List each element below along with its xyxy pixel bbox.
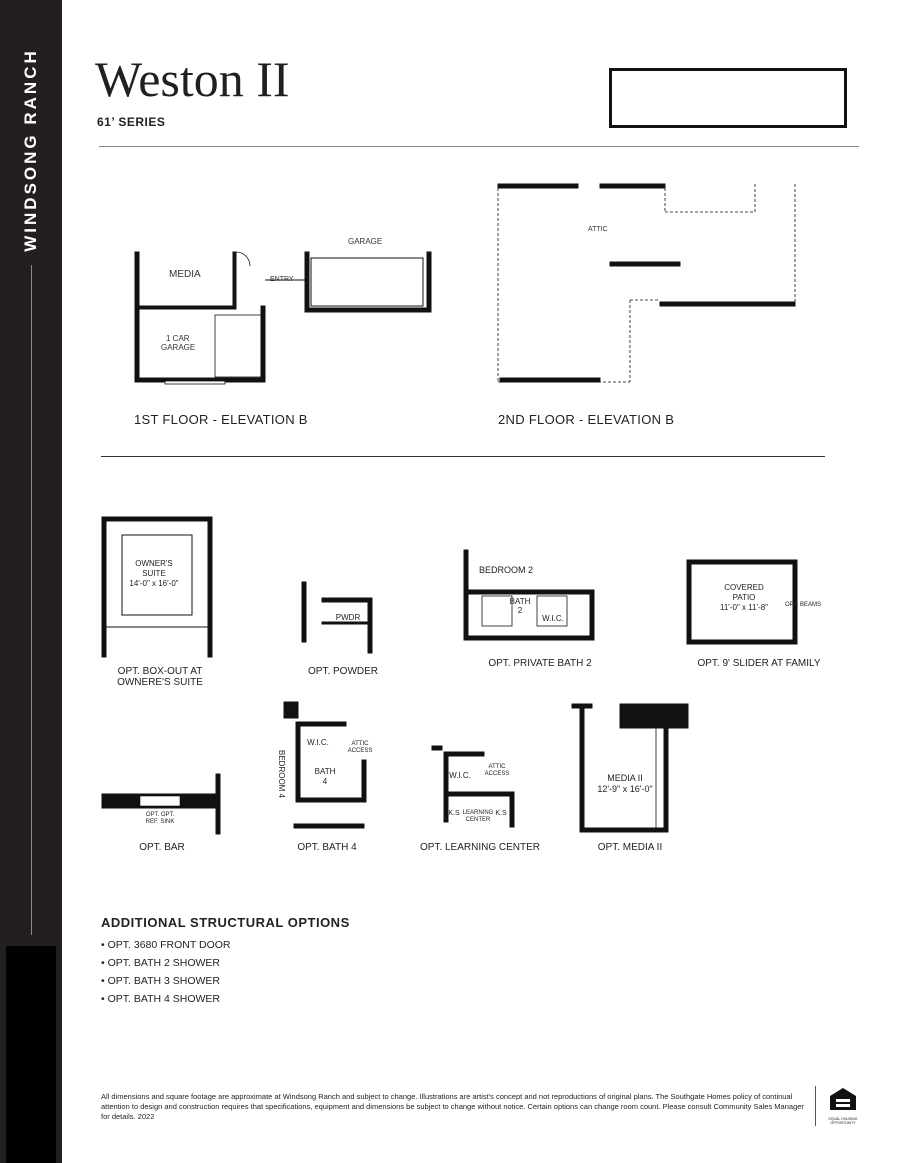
media2-label: MEDIA II xyxy=(607,773,643,783)
first-floor-caption: 1ST FLOOR - ELEVATION B xyxy=(134,412,308,427)
bath2-label: BATH xyxy=(509,597,531,606)
structural-option-item: • OPT. BATH 3 SHOWER xyxy=(101,975,220,987)
caption-slider: OPT. 9' SLIDER AT FAMILY xyxy=(697,658,821,669)
bath4-number: 4 xyxy=(322,777,328,786)
equal-housing-logo xyxy=(826,1086,860,1126)
logo-placeholder-box xyxy=(609,68,847,128)
media2-dims: 12'-9" x 16'-0" xyxy=(597,784,653,794)
caption-bar: OPT. BAR xyxy=(139,842,185,853)
room-label-1car-garage: GARAGE xyxy=(161,343,196,352)
second-floor-plan xyxy=(495,178,805,388)
caption-learning: OPT. LEARNING CENTER xyxy=(419,842,541,853)
bedroom2-label: BEDROOM 2 xyxy=(478,565,534,575)
eho-text: EQUAL HOUSING OPPORTUNITY xyxy=(828,1117,858,1125)
bar-label: OPT. OPT. xyxy=(145,812,175,818)
room-label-entry: ENTRY xyxy=(270,276,294,283)
bedroom4-label: BEDROOM 4 xyxy=(277,750,286,799)
bath4-label: BATH xyxy=(314,767,336,776)
footer-divider xyxy=(815,1086,816,1126)
room-label-garage: GARAGE xyxy=(348,237,383,246)
structural-option-item: • OPT. BATH 4 SHOWER xyxy=(101,993,220,1005)
learning-wic: W.I.C. xyxy=(449,771,471,780)
header-divider xyxy=(99,146,859,147)
caption-bath4: OPT. BATH 4 xyxy=(297,842,357,853)
plan-title: Weston II xyxy=(95,51,290,107)
bar-label-2: REF. SINK xyxy=(145,819,175,825)
bath2-number: 2 xyxy=(517,606,523,615)
owners-suite-dims: 14'-0" x 16'-0" xyxy=(129,579,179,588)
structural-option-item: • OPT. 3680 FRONT DOOR xyxy=(101,939,231,951)
bath4-attic: ATTIC xyxy=(351,741,369,747)
first-floor-plan xyxy=(125,240,445,400)
room-label-1car: 1 CAR xyxy=(166,334,190,343)
owners-suite-label-2: SUITE xyxy=(142,569,166,578)
structural-options-list xyxy=(101,936,231,1008)
option-box-out-plan xyxy=(100,515,220,665)
covered-patio-label-2: PATIO xyxy=(732,593,756,602)
house-icon xyxy=(828,1086,858,1112)
disclaimer-text: All dimensions and square footage are approximate at Windsong Ranch and subject to change. Illustrations are artist's concept and not reproductions of original plans. The Southgate Homes policy of continual attention to design and construction requires that specifications, equipment and dimensions be subject to change without notice. Certain options can change room count. Please consult Community Sales Manager for details. 2022 xyxy=(101,1092,804,1121)
covered-patio-label: COVERED xyxy=(724,583,764,592)
caption-private-bath: OPT. PRIVATE BATH 2 xyxy=(488,658,592,669)
sidebar-block xyxy=(6,946,56,1163)
caption-box-out: OPT. BOX-OUT AT xyxy=(117,666,203,677)
covered-patio-dims: 11'-0" x 11'-8" xyxy=(719,603,769,612)
series-label: 61’ SERIES xyxy=(97,115,166,129)
caption-box-out-2: OWNERE'S SUITE xyxy=(117,677,203,688)
section-divider xyxy=(101,456,825,457)
bath4-attic-access: ACCESS xyxy=(347,748,373,754)
learning-ks-right: K.S xyxy=(495,810,507,817)
sidebar-rule xyxy=(31,265,32,935)
beams-label: OPT. BEAMS xyxy=(784,602,822,608)
room-label-media: MEDIA xyxy=(169,269,201,280)
sidebar-brand: WINDSONG RANCH xyxy=(21,48,40,252)
learning-ks-left: K.S xyxy=(448,810,460,817)
structural-options-title: ADDITIONAL STRUCTURAL OPTIONS xyxy=(101,915,350,930)
sidebar xyxy=(0,0,62,1163)
owners-suite-label: OWNER'S xyxy=(135,559,173,568)
learning-attic: ATTIC xyxy=(488,764,506,770)
pwdr-label: PWDR xyxy=(335,613,361,622)
room-label-attic: ATTIC xyxy=(588,226,608,233)
structural-option-item: • OPT. BATH 2 SHOWER xyxy=(101,957,220,969)
caption-powder: OPT. POWDER xyxy=(307,666,379,677)
learning-center-label: LEARNING xyxy=(462,810,494,816)
option-bar-plan xyxy=(100,770,225,835)
learning-center-label-2: CENTER xyxy=(465,817,491,823)
wic-label: W.I.C. xyxy=(542,614,564,623)
second-floor-caption: 2ND FLOOR - ELEVATION B xyxy=(498,412,675,427)
learning-attic-access: ACCESS xyxy=(484,771,510,777)
bath4-wic: W.I.C. xyxy=(307,738,329,747)
caption-media2: OPT. MEDIA II xyxy=(597,842,663,853)
option-media2-plan xyxy=(570,700,695,835)
option-private-bath-plan xyxy=(462,548,602,648)
